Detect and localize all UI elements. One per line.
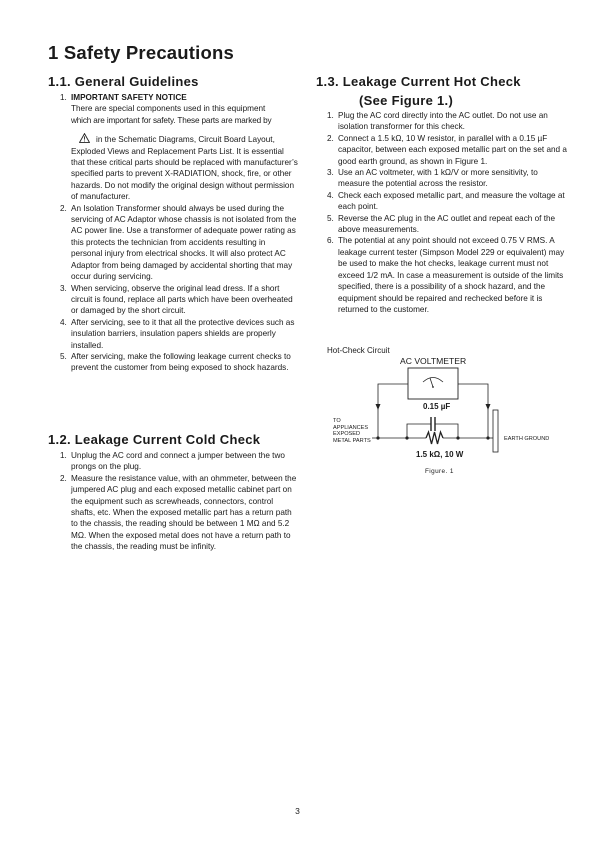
section-heading-hot-check: 1.3. Leakage Current Hot Check xyxy=(316,74,521,89)
general-guidelines-list xyxy=(60,92,298,374)
list-item: 1. Unplug the AC cord and connect a jumper between the two prongs on the plug. xyxy=(60,451,285,472)
page-number: 3 xyxy=(295,806,300,816)
list-item: 1. IMPORTANT SAFETY NOTICE There are special components used in this equipment which are important for safety. These parts are marked by in the Schematic Diagrams, Circuit Board Layout, Exploded Views and Replacement Parts List. It is essential that these critical parts should be replaced with manufacturer’s specified parts to prevent X-RADIATION, shock, fire, or other hazards. Do not modify the original design without permission of manufacturer. xyxy=(60,93,298,202)
list-item: 6. The potential at any point should not exceed 0.75 V RMS. A leakage current tester (Simpson Model 229 or equivalent) may be used to make the hot checks, leakage current must not exceed 1/2 mA. In case a measurement is outside of the limits specified, there is a possibility of a shock hazard, and the equipment should be repaired and rechecked before it is returned to the customer. xyxy=(327,236,565,314)
capacitor-label: 0.15 µF xyxy=(423,402,451,411)
list-item: 3. Use an AC voltmeter, with 1 kΩ/V or more sensitivity, to measure the potential across the resistor. xyxy=(327,168,538,189)
hot-check-circuit-diagram xyxy=(330,360,510,460)
resistor-label: 1.5 kΩ, 10 W xyxy=(416,450,464,459)
list-item: 2. Measure the resistance value, with an ohmmeter, between the jumpered AC plug and each exposed metallic cabinet part on the equipment such as screwheads, connectors, control shafts, etc. When the exposed metallic part has a return path to the chassis, the reading should be between 1 MΩ and 5.2 MΩ. When the exposed metal does not have a return path to the chassis, the reading must be infinity. xyxy=(60,473,297,552)
list-item: 2. An Isolation Transformer should always be used during the servicing of AC Adaptor whose chassis is not isolated from the AC power line. Use a transformer of adequate power rating as this protects the technician from accidents resulting in personal injury from electrical shocks. It will also protect AC Adaptor from being damaged by accidental shorting that may occur during servicing. xyxy=(60,203,297,282)
section-heading-general-guidelines: 1.1. General Guidelines xyxy=(48,74,199,89)
important-notice-title: IMPORTANT SAFETY NOTICE xyxy=(71,93,187,102)
resistor-symbol xyxy=(426,432,443,444)
page-title: 1 Safety Precautions xyxy=(48,42,234,63)
section-heading-cold-check: 1.2. Leakage Current Cold Check xyxy=(48,432,261,447)
list-item: 5. Reverse the AC plug in the AC outlet and repeat each of the above measurements. xyxy=(327,213,556,235)
warning-triangle-icon xyxy=(79,133,90,143)
circuit-caption: Hot-Check Circuit xyxy=(327,346,390,355)
capacitor-symbol xyxy=(431,417,435,431)
voltmeter-box xyxy=(408,368,458,399)
list-item: 1. Plug the AC cord directly into the AC outlet. Do not use an isolation transformer for this check. xyxy=(327,111,548,132)
list-item: 5. After servicing, make the following leakage current checks to prevent the customer from being exposed to shock hazards. xyxy=(60,351,291,373)
list-item: 4. Check each exposed metallic part, and measure the voltage at each point. xyxy=(327,190,565,212)
section-heading-hot-check-subtitle: (See Figure 1.) xyxy=(359,93,454,108)
list-item: 4. After servicing, see to it that all the protective devices such as insulation barriers, insulation papers shields are properly installed. xyxy=(60,317,295,350)
cold-check-list xyxy=(60,450,298,553)
voltmeter-label: AC VOLTMETER xyxy=(400,356,467,366)
hot-check-list xyxy=(327,110,567,315)
list-item: 3. When servicing, observe the original lead dress. If a short circuit is found, replace all parts which have been overheated or damaged by the short circuit. xyxy=(60,283,293,316)
figure-caption: Figure. 1 xyxy=(425,468,454,475)
earth-ground-label: EARTH GROUND xyxy=(504,436,550,442)
list-item: 2. Connect a 1.5 kΩ, 10 W resistor, in parallel with a 0.15 µF capacitor, between each exposed metallic part on the set and a good earth ground, as shown in Figure 1. xyxy=(327,133,567,166)
earth-ground-plate xyxy=(493,410,498,452)
appliance-metal-parts-label: TO APPLIANCES EXPOSED METAL PARTS xyxy=(333,418,371,444)
